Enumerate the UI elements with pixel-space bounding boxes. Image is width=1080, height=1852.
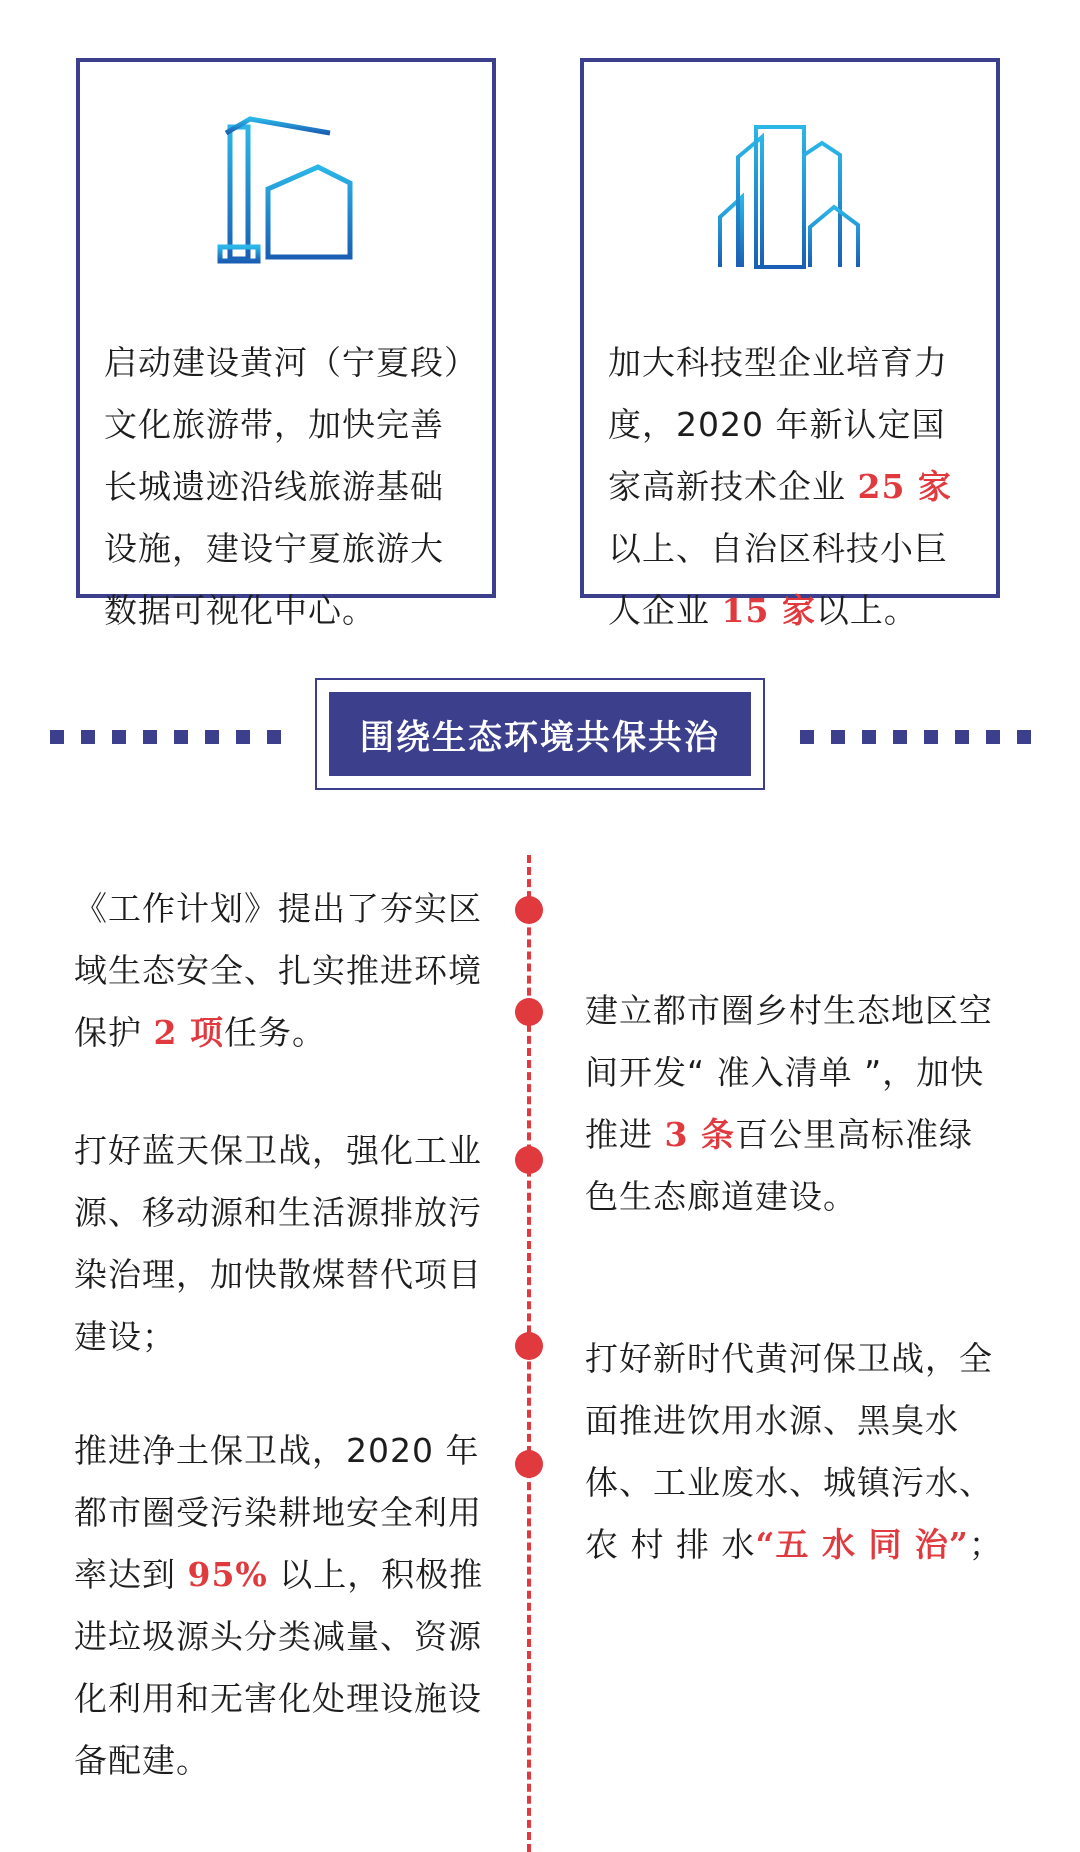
- highlight-text: “五 水 同 治”: [755, 1525, 969, 1564]
- timeline-text: 以上，积极推进垃圾源头分类减量、资源化利用和无害化处理设施设备配建。: [74, 1555, 484, 1780]
- skyscrapers-icon: [700, 107, 880, 277]
- timeline-text: 推进净土保卫战，2020 年都市圈受污染耕地安全利用率达到: [74, 1431, 482, 1594]
- card-text: [608, 332, 978, 642]
- timeline-text: 百公里高标准绿色生态廊道建设。: [585, 1115, 973, 1216]
- timeline-item-left: [74, 1420, 494, 1792]
- highlight-number: 25 家: [857, 467, 952, 506]
- timeline-item-right: [585, 1328, 1005, 1576]
- section-title: 围绕生态环境共保共治: [329, 692, 751, 776]
- timeline-item-left: [74, 1120, 494, 1368]
- timeline-node: [515, 1146, 543, 1174]
- decorative-dots-left: [50, 730, 281, 748]
- timeline-text: ；: [968, 1525, 1003, 1564]
- decorative-dots-right: [800, 730, 1031, 748]
- highlight-number: 2 项: [153, 1013, 224, 1052]
- info-card-culture-tourism: [76, 58, 496, 630]
- timeline-text: 任务。: [223, 1013, 326, 1052]
- timeline-text: 打好蓝天保卫战，强化工业源、移动源和生活源排放污染治理，加快散煤替代项目建设；: [74, 1131, 482, 1356]
- timeline-node: [515, 1332, 543, 1360]
- crane-building-icon: [206, 107, 366, 267]
- section-title-box: [315, 678, 765, 790]
- timeline-text: 建立都市圈乡村生态地区空间开发“ 准入清单 ”，加快推进: [585, 991, 993, 1154]
- card-text: 启动建设黄河（宁夏段）文化旅游带，加快完善长城遗迹沿线旅游基础设施，建设宁夏旅游大数据可视化中心。: [104, 343, 462, 630]
- card-text-part: 加大科技型企业培育力度，2020 年新认定国家高新技术企业: [608, 343, 948, 506]
- highlight-number: 15 家: [721, 591, 816, 630]
- card-text-part: 以上、自治区科技小巨人企业: [608, 529, 948, 630]
- timeline-item-right: [585, 980, 1005, 1228]
- timeline-text: 打好新时代黄河保卫战，全面推进饮用水源、黑臭水体、工业废水、城镇污水、农 村 排 水: [585, 1339, 993, 1564]
- timeline-node: [515, 998, 543, 1026]
- highlight-number: 95%: [187, 1555, 268, 1594]
- highlight-number: 3 条: [664, 1115, 735, 1154]
- timeline-text: 《工作计划》提出了夯实区域生态安全、扎实推进环境保护: [74, 889, 482, 1052]
- timeline-item-left: [74, 878, 494, 1064]
- info-card-tech-enterprise: [580, 58, 1000, 630]
- card-text-part: 以上。: [815, 591, 918, 630]
- timeline-node: [515, 1450, 543, 1478]
- timeline-node: [515, 896, 543, 924]
